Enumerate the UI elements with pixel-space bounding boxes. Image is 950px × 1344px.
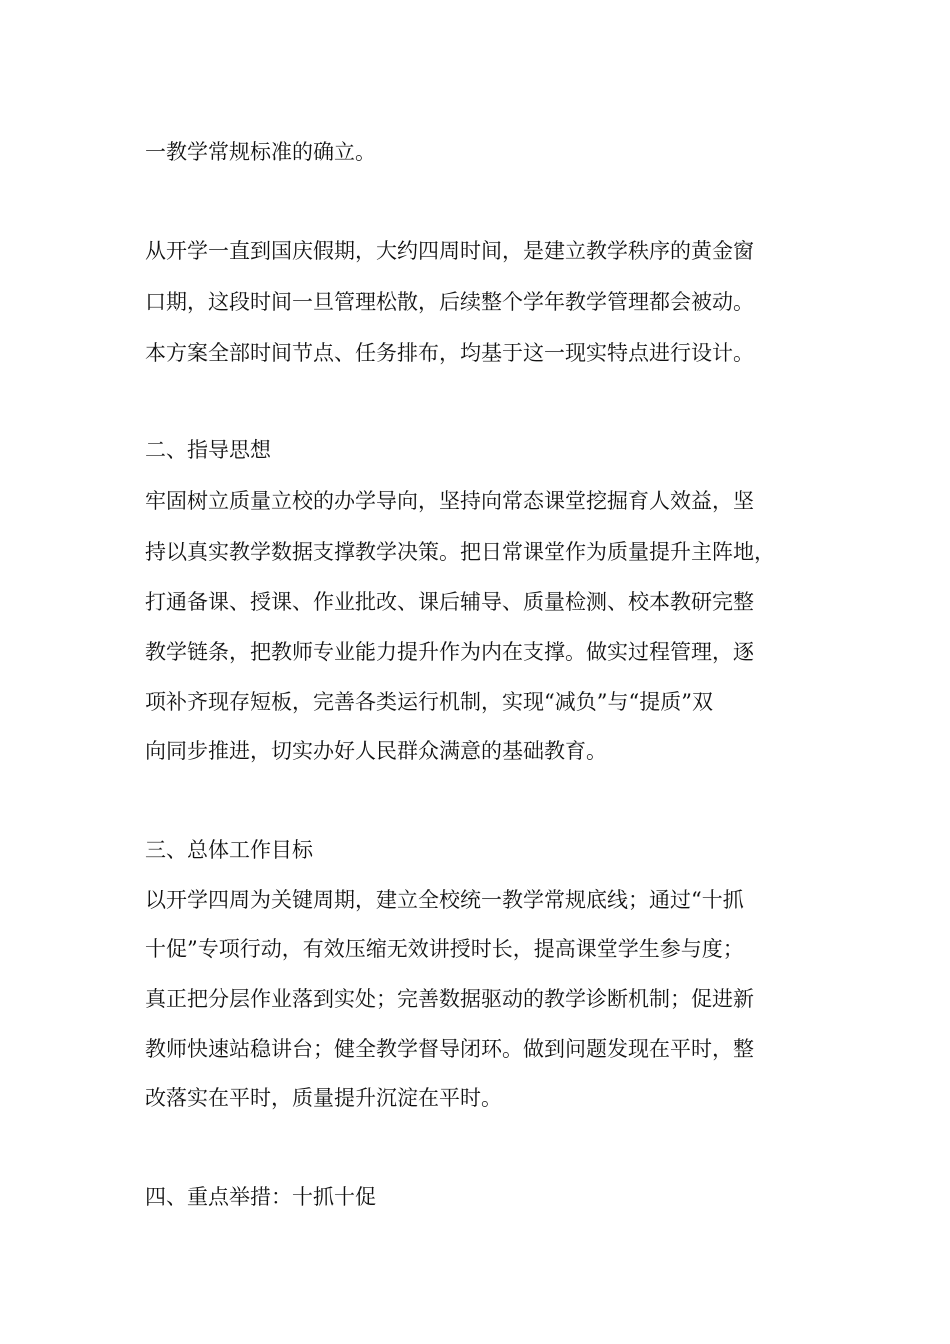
goals-paragraph-line-1: 以开学四周为关键周期，建立全校统一教学常规底线；通过“十抓 — [145, 888, 744, 912]
timing-paragraph-line-1: 从开学一直到国庆假期，大约四周时间，是建立教学秩序的黄金窗 — [145, 239, 754, 263]
intro-tail-line: 一教学常规标准的确立。 — [145, 140, 376, 164]
goals-paragraph-line-4: 教师快速站稳讲台；健全教学督导闭环。做到问题发现在平时，整 — [145, 1037, 754, 1061]
timing-paragraph-line-3: 本方案全部时间节点、任务排布，均基于这一现实特点进行设计。 — [145, 341, 754, 365]
goals-paragraph-line-2: 十促”专项行动，有效压缩无效讲授时长，提高课堂学生参与度； — [145, 937, 744, 961]
section-heading-guiding-thought: 二、指导思想 — [145, 438, 271, 462]
guiding-paragraph-line-4: 教学链条，把教师专业能力提升作为内在支撑。做实过程管理，逐 — [145, 640, 754, 664]
section-heading-key-measures: 四、重点举措：十抓十促 — [145, 1185, 376, 1209]
section-heading-overall-goals: 三、总体工作目标 — [145, 838, 313, 862]
guiding-paragraph-line-5: 项补齐现存短板，完善各类运行机制，实现“减负”与“提质”双 — [145, 690, 713, 714]
goals-paragraph-line-5: 改落实在平时，质量提升沉淀在平时。 — [145, 1086, 502, 1110]
guiding-paragraph-line-3: 打通备课、授课、作业批改、课后辅导、质量检测、校本教研完整 — [145, 590, 754, 614]
guiding-paragraph-line-6: 向同步推进，切实办好人民群众满意的基础教育。 — [145, 739, 607, 763]
guiding-paragraph-line-2: 持以真实教学数据支撑教学决策。把日常课堂作为质量提升主阵地， — [145, 540, 775, 564]
guiding-paragraph-line-1: 牢固树立质量立校的办学导向，坚持向常态课堂挖掘育人效益，坚 — [145, 489, 754, 513]
goals-paragraph-line-3: 真正把分层作业落到实处；完善数据驱动的教学诊断机制；促进新 — [145, 987, 754, 1011]
timing-paragraph-line-2: 口期，这段时间一旦管理松散，后续整个学年教学管理都会被动。 — [145, 290, 754, 314]
